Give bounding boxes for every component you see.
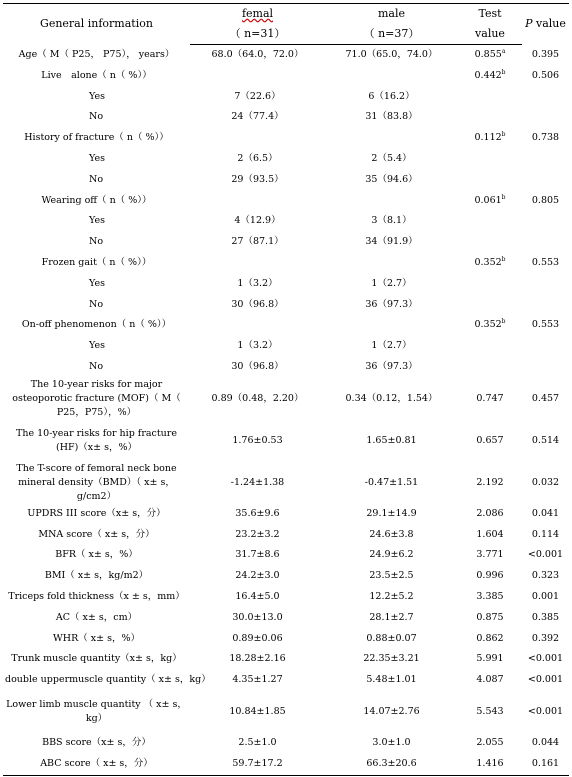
p-value: 0.457 [531,392,560,404]
test-value [458,754,522,775]
female-value: 7（22.6） [234,90,281,102]
male-value [325,315,458,336]
test-value [458,336,522,357]
p-value [522,295,569,316]
male-value: 22.35±3.21 [363,653,420,665]
header-p-italic: P [525,17,533,31]
p-value [522,149,569,170]
female-value: 30（96.8） [231,298,284,310]
test-value-text: 2.192 [476,476,504,488]
header-test-line1: Test [458,4,522,25]
row-label: History of fracture（ n（ %）） [24,132,169,144]
row-label: On-off phenomenon（ n（ %）） [21,319,172,331]
female-value [190,191,325,212]
p-value [522,274,569,295]
table-row [3,754,569,775]
row-label: double uppermuscle quantity（ x± s，kg） [5,674,211,686]
p-value: 0.041 [531,507,560,519]
p-value: 0.161 [522,754,569,775]
table-row [3,649,569,670]
header-male-n: （ n=37） [325,24,458,45]
male-value [325,253,458,274]
test-value [458,733,522,754]
table-row [3,107,569,128]
female-value: 0.89±0.06 [232,632,283,644]
test-value-text: 0.855 [474,49,502,60]
female-value: 0.89（0.48，2.20） [211,392,304,404]
p-value: <0.001 [527,653,564,665]
row-label: Lower limb muscle quantity （ x± s，kg） [6,698,187,724]
male-value: 23.5±2.5 [369,570,414,582]
female-value: 4（12.9） [234,215,281,227]
p-value: 0.805 [531,194,560,206]
test-value [458,128,522,149]
male-value: 29.1±14.9 [366,507,417,519]
test-value [458,357,522,378]
table-row [3,462,569,504]
test-value [458,232,522,253]
test-value-text: 1.416 [476,757,504,769]
male-value: 66.3±20.6 [325,754,458,775]
female-value [190,253,325,274]
test-value [458,420,522,462]
row-label: Age（ M（ P25， P75）， years） [18,48,175,60]
p-value: <0.001 [527,705,564,717]
table-row [3,295,569,316]
male-value: 1（2.7） [371,277,412,289]
p-value: <0.001 [527,549,564,561]
test-value-text: 0.875 [476,611,504,623]
female-value: 23.2±3.2 [235,528,280,540]
female-value: 18.28±2.16 [229,653,286,665]
sub-category-label: No [89,173,104,185]
table-row [3,420,569,462]
female-value: 27（87.1） [231,236,284,248]
row-label: UPDRS III score（x± s，分） [27,507,166,519]
row-label: Wearing off（ n（ %）） [41,194,152,206]
male-value: 0.88±0.07 [366,632,417,644]
sub-category-label: Yes [89,215,105,227]
test-value [458,66,522,87]
test-value [458,107,522,128]
test-type-superscript: a [501,47,506,55]
general-information-table [3,3,569,776]
female-value: 59.7±17.2 [190,754,325,775]
test-value-text: 0.061 [474,194,502,206]
table-row [3,232,569,253]
female-value: 29（93.5） [231,173,284,185]
test-value [458,525,522,546]
p-value: 0.032 [531,476,560,488]
test-type-superscript: b [501,131,506,139]
row-label: The 10-year risks for major osteoporotic fracture (MOF)（ M（ P25，P75），%） [12,378,181,418]
test-value-text: 4.087 [476,674,504,686]
female-value: 31.7±8.6 [235,549,280,561]
table-row [3,545,569,566]
p-value [522,211,569,232]
male-value [325,191,458,212]
test-value [458,691,522,733]
test-value-text: 2.086 [476,507,504,519]
header-male: male [325,4,458,25]
test-value [458,149,522,170]
male-value [325,66,458,87]
test-value-text: 0.862 [476,632,504,644]
test-type-superscript: b [501,193,506,201]
test-value [458,295,522,316]
table-row [3,733,569,754]
p-value: 0.553 [531,319,560,331]
female-value: 4.35±1.27 [232,674,283,686]
sub-category-label: No [89,236,104,248]
header-female [190,4,325,25]
table-row [3,629,569,650]
test-value [458,378,522,420]
male-value: 28.1±2.7 [369,611,414,623]
female-value: 1（3.2） [237,340,278,352]
male-value: 34（91.9） [365,236,418,248]
sub-category-label: No [89,298,104,310]
table-row [3,504,569,525]
male-value: 36（97.3） [365,360,418,372]
table-row [3,336,569,357]
female-value: 16.4±5.0 [235,590,280,602]
p-value [522,170,569,191]
row-label: BFR（ x± s，%） [55,549,138,561]
table-row [3,149,569,170]
test-value [458,274,522,295]
female-value: 24.2±3.0 [235,570,280,582]
male-value: 5.48±1.01 [366,674,417,686]
test-value-text: 0.657 [476,434,504,446]
p-value: 0.001 [531,590,560,602]
p-value: 0.114 [531,528,560,540]
p-value: 0.395 [531,48,560,60]
test-value-text: 3.771 [476,549,504,561]
row-label: Trunk muscle quantity（x± s，kg） [11,653,182,665]
table-row [3,170,569,191]
sub-category-label: Yes [89,90,105,102]
p-value: 0.323 [531,570,560,582]
test-type-superscript: b [501,255,506,263]
header-female-n: （ n=31） [190,24,325,45]
test-value [458,670,522,691]
male-value: 24.9±6.2 [369,549,414,561]
table-body [3,45,569,776]
table-row [3,45,569,66]
test-value-text: 0.996 [476,570,504,582]
test-value [458,87,522,108]
table-row [3,525,569,546]
row-label: MNA score（ x± s，分） [38,528,155,540]
table-row [3,191,569,212]
header-p-rest: value [532,17,566,31]
test-value-text: 1.604 [476,528,504,540]
male-value: 6（16.2） [368,90,415,102]
table-row [3,128,569,149]
test-value-text: 0.352 [474,256,502,268]
female-value: 30.0±13.0 [232,611,283,623]
test-value [458,545,522,566]
test-value [458,629,522,650]
row-label: The 10-year risks for hip fracture (HF)（x± s，%） [16,427,177,453]
table-row [3,587,569,608]
table-row [3,253,569,274]
table-row [3,608,569,629]
table-row [3,670,569,691]
female-value [190,315,325,336]
row-label: ABC score（ x± s，分） [3,754,190,775]
table-row [3,378,569,420]
p-value [522,357,569,378]
female-value [190,128,325,149]
row-label: The T-score of femoral neck bone mineral density（BMD）（ x± s，g/cm2） [16,462,177,502]
p-value: 0.514 [531,434,560,446]
male-value: 0.34（0.12，1.54） [345,392,438,404]
row-label: BBS score（x± s，分） [42,736,151,748]
p-value: 0.553 [531,256,560,268]
female-value: 1（3.2） [237,277,278,289]
test-value-text: 3.385 [476,590,504,602]
test-value [458,649,522,670]
male-value: 1（2.7） [371,340,412,352]
test-value-text: 5.991 [476,653,504,665]
table-row [3,566,569,587]
table-row [3,315,569,336]
test-value [458,45,522,66]
test-value [458,608,522,629]
p-value: 0.392 [531,632,560,644]
sub-category-label: Yes [89,340,105,352]
p-value: 0.044 [531,736,560,748]
p-value: 0.738 [531,132,560,144]
row-label: Live alone（ n（ %）） [41,69,152,81]
p-value [522,107,569,128]
table-row [3,691,569,733]
test-value [458,504,522,525]
table-row [3,357,569,378]
female-value: 68.0（64.0，72.0） [211,49,304,60]
female-value: 30（96.8） [231,360,284,372]
table-row [3,87,569,108]
table-row [3,274,569,295]
p-value [522,336,569,357]
male-value: 36（97.3） [365,298,418,310]
female-value [190,66,325,87]
male-value: 3（8.1） [371,215,412,227]
test-value [458,191,522,212]
female-value: 2（6.5） [237,152,278,164]
test-type-superscript: b [501,318,506,326]
p-value: <0.001 [527,674,564,686]
table-row [3,66,569,87]
female-value: 2.5±1.0 [238,736,277,748]
header-female-label: femal [241,7,274,20]
header-p-value [522,4,569,45]
female-value: 1.76±0.53 [232,434,283,446]
row-label: WHR（ x± s，%） [53,632,140,644]
female-value: 10.84±1.85 [229,705,286,717]
test-value [458,211,522,232]
header-test-line2: value [458,24,522,45]
female-value: 24（77.4） [231,111,284,123]
p-value [522,87,569,108]
p-value [522,232,569,253]
female-value: -1.24±1.38 [230,476,285,488]
test-type-superscript: b [501,68,506,76]
male-value: 24.6±3.8 [369,528,414,540]
male-value: 71.0（65.0，74.0） [345,49,438,60]
male-value: 1.65±0.81 [366,434,417,446]
male-value: 35（94.6） [365,173,418,185]
test-value [458,566,522,587]
row-label: BMI（ x± s，kg/m2） [44,570,149,582]
test-value [458,462,522,504]
test-value-text: 0.747 [476,392,504,404]
male-value: 14.07±2.76 [363,705,420,717]
test-value-text: 5.543 [476,705,504,717]
row-label: AC（ x± s，cm） [55,611,138,623]
p-value: 0.506 [531,69,560,81]
male-value: 12.2±5.2 [369,590,414,602]
sub-category-label: Yes [89,277,105,289]
male-value: -0.47±1.51 [364,476,419,488]
table-row [3,211,569,232]
test-value [458,170,522,191]
test-value-text: 2.055 [476,736,504,748]
test-value [458,315,522,336]
test-value [458,587,522,608]
sub-category-label: No [89,360,104,372]
test-value-text: 0.352 [474,319,502,331]
male-value: 31（83.8） [365,111,418,123]
sub-category-label: No [89,111,104,123]
test-value-text: 0.112 [474,132,502,144]
table-header [3,4,569,45]
female-value: 35.6±9.6 [235,507,280,519]
sub-category-label: Yes [89,152,105,164]
test-value [458,253,522,274]
test-value-text: 0.442 [474,69,502,81]
male-value: 3.0±1.0 [372,736,411,748]
male-value [325,128,458,149]
p-value: 0.385 [531,611,560,623]
row-label: Triceps fold thickness（x ± s，mm） [8,590,185,602]
row-label: Frozen gait（ n（ %）） [41,256,152,268]
male-value: 2（5.4） [371,152,412,164]
header-general-information: General information [3,4,190,45]
